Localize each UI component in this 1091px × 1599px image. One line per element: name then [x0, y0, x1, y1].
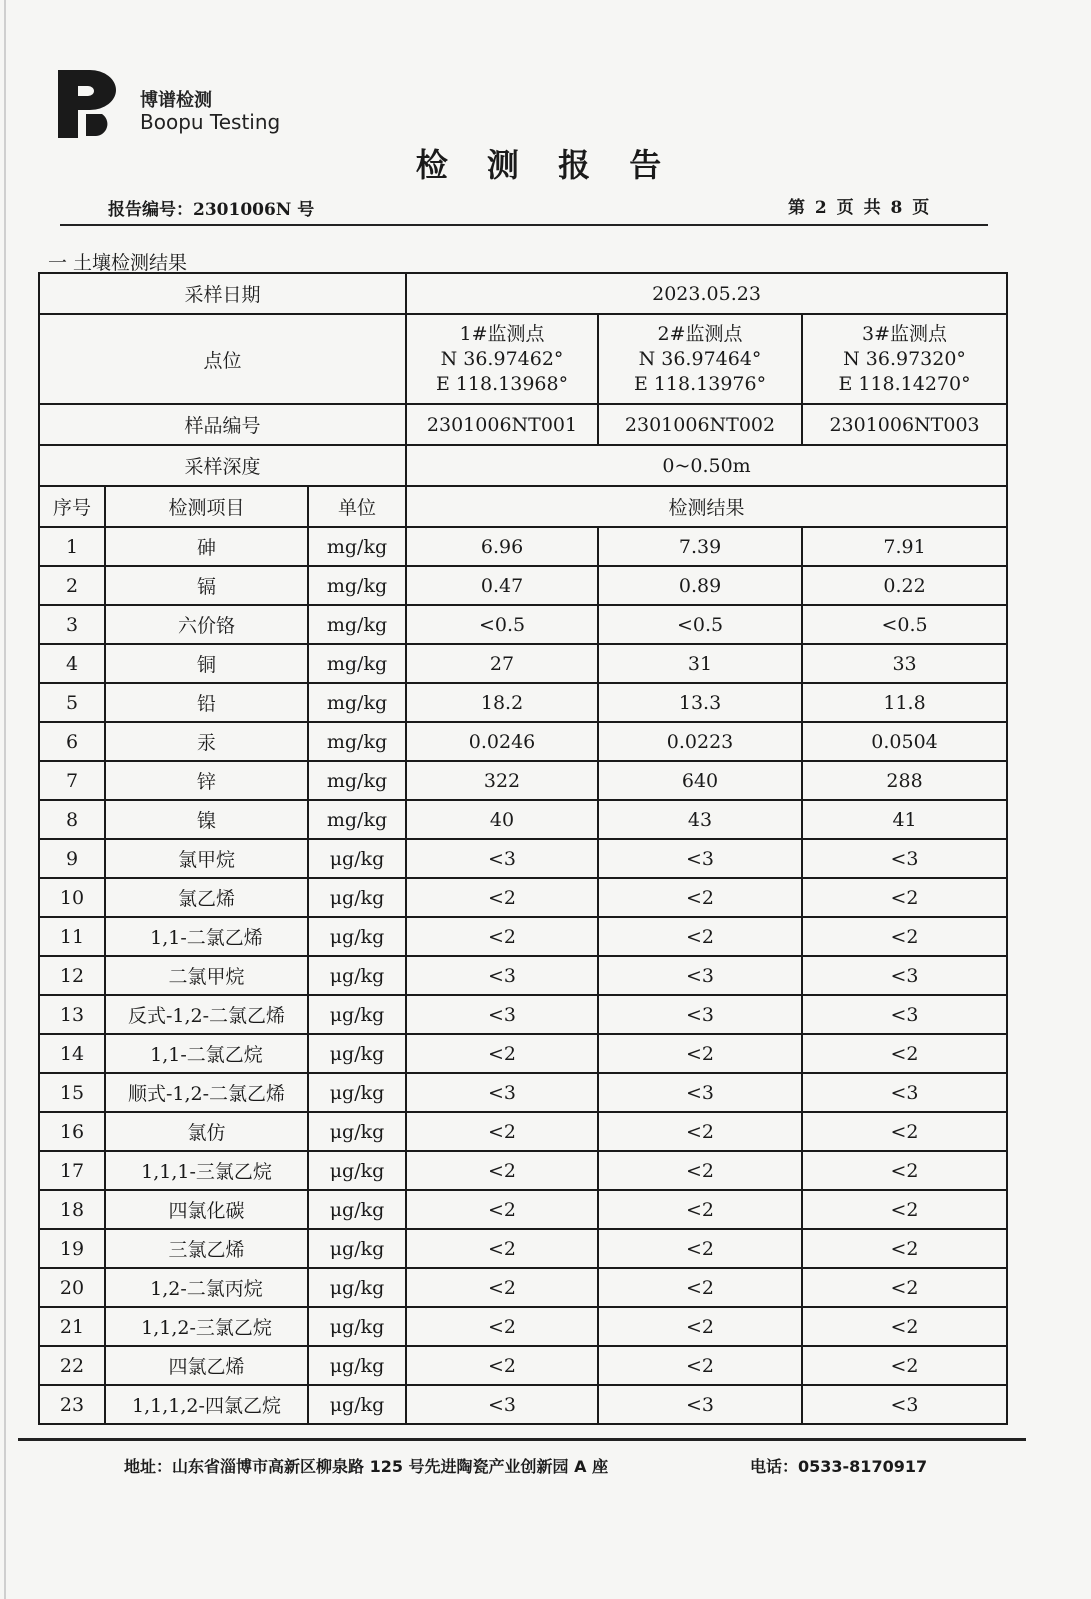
row-number: 19 — [39, 1229, 105, 1268]
point-longitude: E 118.13976° — [633, 372, 767, 395]
row-number: 18 — [39, 1190, 105, 1229]
row-number: 14 — [39, 1034, 105, 1073]
result-point-1: <2 — [406, 1112, 598, 1151]
result-point-3: <2 — [802, 1268, 1007, 1307]
test-item: 四氯化碳 — [105, 1190, 308, 1229]
test-item: 1,1,2-三氯乙烷 — [105, 1307, 308, 1346]
table-row — [39, 644, 1007, 683]
result-point-1: 27 — [406, 644, 598, 683]
unit: μg/kg — [308, 1190, 406, 1229]
test-item: 顺式-1,2-二氯乙烯 — [105, 1073, 308, 1112]
result-point-2: <2 — [598, 1034, 802, 1073]
footer-phone: 电话：0533-8170917 — [750, 1457, 928, 1476]
row-number: 3 — [39, 605, 105, 644]
table-row — [39, 1385, 1007, 1424]
result-point-1: <3 — [406, 839, 598, 878]
test-item: 反式-1,2-二氯乙烯 — [105, 995, 308, 1034]
point-latitude: N 36.97462° — [440, 347, 564, 370]
test-item: 铅 — [105, 683, 308, 722]
result-point-3: <2 — [802, 878, 1007, 917]
row-number: 4 — [39, 644, 105, 683]
row-number: 6 — [39, 722, 105, 761]
test-item: 四氯乙烯 — [105, 1346, 308, 1385]
table-row — [39, 917, 1007, 956]
test-item: 汞 — [105, 722, 308, 761]
unit: μg/kg — [308, 1268, 406, 1307]
row-number: 13 — [39, 995, 105, 1034]
result-point-1: <2 — [406, 1190, 598, 1229]
section-title: 一 土壤检测结果 — [48, 252, 188, 274]
row-number: 15 — [39, 1073, 105, 1112]
result-point-2: 7.39 — [598, 527, 802, 566]
table-row — [39, 722, 1007, 761]
unit: μg/kg — [308, 1034, 406, 1073]
test-item: 铜 — [105, 644, 308, 683]
test-item: 1,1,1-三氯乙烷 — [105, 1151, 308, 1190]
result-point-1: <3 — [406, 995, 598, 1034]
table-row — [39, 1034, 1007, 1073]
result-point-3: 0.22 — [802, 566, 1007, 605]
result-point-3: <2 — [802, 1190, 1007, 1229]
result-point-2: <2 — [598, 1268, 802, 1307]
result-point-2: <3 — [598, 956, 802, 995]
result-point-2: <2 — [598, 1307, 802, 1346]
test-item: 六价铬 — [105, 605, 308, 644]
test-item: 1,1-二氯乙烷 — [105, 1034, 308, 1073]
result-point-1: 6.96 — [406, 527, 598, 566]
unit: mg/kg — [308, 683, 406, 722]
sample-id-1: 2301006NT001 — [406, 404, 598, 445]
table-row — [39, 683, 1007, 722]
row-number: 16 — [39, 1112, 105, 1151]
test-item: 镍 — [105, 800, 308, 839]
test-item: 三氯乙烯 — [105, 1229, 308, 1268]
test-item: 氯乙烯 — [105, 878, 308, 917]
result-point-2: <2 — [598, 1190, 802, 1229]
unit: μg/kg — [308, 917, 406, 956]
sample-id-2: 2301006NT002 — [598, 404, 802, 445]
point-name: 1#监测点 — [459, 322, 545, 345]
unit: mg/kg — [308, 566, 406, 605]
unit: μg/kg — [308, 1385, 406, 1424]
test-item: 1,1,1,2-四氯乙烷 — [105, 1385, 308, 1424]
footer-address: 地址：山东省淄博市高新区柳泉路 125 号先进陶瓷产业创新园 A 座 — [124, 1457, 609, 1476]
result-point-1: <2 — [406, 1268, 598, 1307]
result-point-3: 33 — [802, 644, 1007, 683]
result-point-2: <3 — [598, 839, 802, 878]
unit: μg/kg — [308, 1151, 406, 1190]
result-point-1: 0.0246 — [406, 722, 598, 761]
report-number: 报告编号：2301006N 号 — [108, 200, 315, 220]
row-number: 7 — [39, 761, 105, 800]
point-longitude: E 118.14270° — [838, 372, 971, 395]
row-number: 9 — [39, 839, 105, 878]
result-point-1: <2 — [406, 878, 598, 917]
point-longitude: E 118.13968° — [435, 372, 569, 395]
boopu-logo-icon — [56, 68, 116, 140]
result-point-1: 18.2 — [406, 683, 598, 722]
result-point-1: <3 — [406, 1073, 598, 1112]
row-number: 10 — [39, 878, 105, 917]
table-row — [39, 1268, 1007, 1307]
unit: mg/kg — [308, 605, 406, 644]
test-item: 1,2-二氯丙烷 — [105, 1268, 308, 1307]
table-row — [39, 1346, 1007, 1385]
table-row — [39, 1190, 1007, 1229]
test-item: 1,1-二氯乙烯 — [105, 917, 308, 956]
row-number: 21 — [39, 1307, 105, 1346]
result-point-1: <2 — [406, 1307, 598, 1346]
result-point-1: <2 — [406, 1034, 598, 1073]
result-point-2: <0.5 — [598, 605, 802, 644]
row-number: 22 — [39, 1346, 105, 1385]
unit: μg/kg — [308, 1346, 406, 1385]
unit: mg/kg — [308, 800, 406, 839]
table-row — [39, 1151, 1007, 1190]
column-header-row — [39, 486, 1007, 527]
table-row — [39, 605, 1007, 644]
sampling-date-row — [39, 273, 1007, 314]
result-point-2: 0.0223 — [598, 722, 802, 761]
unit: μg/kg — [308, 1307, 406, 1346]
location-row — [39, 314, 1007, 404]
location-label: 点位 — [39, 314, 406, 404]
table-row — [39, 839, 1007, 878]
result-point-3: <2 — [802, 1112, 1007, 1151]
unit: μg/kg — [308, 956, 406, 995]
table-row — [39, 761, 1007, 800]
test-item: 锌 — [105, 761, 308, 800]
results-table — [38, 272, 1008, 1425]
result-point-1: <2 — [406, 1346, 598, 1385]
depth-row — [39, 445, 1007, 486]
result-point-1: <2 — [406, 1151, 598, 1190]
col-header-no: 序号 — [39, 486, 105, 527]
result-point-3: <2 — [802, 1346, 1007, 1385]
document-title: 检 测 报 告 — [415, 146, 676, 184]
result-point-3: <3 — [802, 1073, 1007, 1112]
result-point-2: <3 — [598, 1385, 802, 1424]
unit: mg/kg — [308, 527, 406, 566]
test-item: 氯仿 — [105, 1112, 308, 1151]
result-point-2: <3 — [598, 995, 802, 1034]
unit: mg/kg — [308, 644, 406, 683]
result-point-3: <3 — [802, 956, 1007, 995]
result-point-2: <3 — [598, 1073, 802, 1112]
depth-label: 采样深度 — [39, 445, 406, 486]
row-number: 5 — [39, 683, 105, 722]
table-row — [39, 995, 1007, 1034]
row-number: 12 — [39, 956, 105, 995]
result-point-3: <2 — [802, 1307, 1007, 1346]
result-point-1: <2 — [406, 1229, 598, 1268]
point-1-cell — [406, 314, 598, 404]
table-row — [39, 1073, 1007, 1112]
unit: μg/kg — [308, 1229, 406, 1268]
row-number: 11 — [39, 917, 105, 956]
result-point-2: <2 — [598, 917, 802, 956]
result-point-3: 41 — [802, 800, 1007, 839]
result-point-2: 13.3 — [598, 683, 802, 722]
result-point-3: <2 — [802, 917, 1007, 956]
unit: μg/kg — [308, 1112, 406, 1151]
unit: μg/kg — [308, 839, 406, 878]
sample-id-row — [39, 404, 1007, 445]
result-point-1: 322 — [406, 761, 598, 800]
result-point-2: 43 — [598, 800, 802, 839]
col-header-item: 检测项目 — [105, 486, 308, 527]
point-name: 3#监测点 — [862, 322, 948, 345]
result-point-2: <2 — [598, 1112, 802, 1151]
brand-name-cn: 博谱检测 — [140, 90, 212, 111]
table-row — [39, 1229, 1007, 1268]
result-point-1: <3 — [406, 1385, 598, 1424]
result-point-3: 11.8 — [802, 683, 1007, 722]
result-point-2: <2 — [598, 878, 802, 917]
result-point-3: 7.91 — [802, 527, 1007, 566]
unit: μg/kg — [308, 995, 406, 1034]
result-point-3: <2 — [802, 1034, 1007, 1073]
brand-name-en: Boopu Testing — [140, 110, 281, 134]
sampling-date-value: 2023.05.23 — [406, 273, 1007, 314]
result-point-3: 0.0504 — [802, 722, 1007, 761]
result-point-3: <3 — [802, 995, 1007, 1034]
result-point-2: 640 — [598, 761, 802, 800]
row-number: 1 — [39, 527, 105, 566]
footer-divider — [18, 1438, 1026, 1441]
result-point-2: 31 — [598, 644, 802, 683]
col-header-unit: 单位 — [308, 486, 406, 527]
table-row — [39, 800, 1007, 839]
test-item: 镉 — [105, 566, 308, 605]
point-3-cell — [802, 314, 1007, 404]
point-latitude: N 36.97464° — [638, 347, 762, 370]
result-point-1: 0.47 — [406, 566, 598, 605]
row-number: 17 — [39, 1151, 105, 1190]
result-point-2: 0.89 — [598, 566, 802, 605]
result-point-3: <2 — [802, 1151, 1007, 1190]
sample-id-3: 2301006NT003 — [802, 404, 1007, 445]
table-row — [39, 566, 1007, 605]
table-row — [39, 878, 1007, 917]
result-point-1: <3 — [406, 956, 598, 995]
row-number: 2 — [39, 566, 105, 605]
unit: mg/kg — [308, 722, 406, 761]
row-number: 8 — [39, 800, 105, 839]
unit: μg/kg — [308, 1073, 406, 1112]
sample-id-label: 样品编号 — [39, 404, 406, 445]
point-name: 2#监测点 — [657, 322, 743, 345]
result-point-3: <0.5 — [802, 605, 1007, 644]
row-number: 23 — [39, 1385, 105, 1424]
result-point-1: <2 — [406, 917, 598, 956]
table-row — [39, 527, 1007, 566]
result-point-2: <2 — [598, 1151, 802, 1190]
result-point-3: <3 — [802, 1385, 1007, 1424]
depth-value: 0~0.50m — [406, 445, 1007, 486]
col-header-result: 检测结果 — [406, 486, 1007, 527]
result-point-3: <2 — [802, 1229, 1007, 1268]
header-divider — [60, 224, 988, 226]
test-item: 二氯甲烷 — [105, 956, 308, 995]
unit: μg/kg — [308, 878, 406, 917]
table-row — [39, 1307, 1007, 1346]
point-latitude: N 36.97320° — [843, 347, 966, 370]
row-number: 20 — [39, 1268, 105, 1307]
table-row — [39, 956, 1007, 995]
result-point-3: <3 — [802, 839, 1007, 878]
page-indicator: 第 2 页 共 8 页 — [788, 198, 930, 218]
result-point-2: <2 — [598, 1346, 802, 1385]
sampling-date-label: 采样日期 — [39, 273, 406, 314]
table-row — [39, 1112, 1007, 1151]
page-edge — [4, 0, 6, 1599]
result-point-1: <0.5 — [406, 605, 598, 644]
test-item: 砷 — [105, 527, 308, 566]
test-item: 氯甲烷 — [105, 839, 308, 878]
result-point-2: <2 — [598, 1229, 802, 1268]
point-2-cell — [598, 314, 802, 404]
unit: mg/kg — [308, 761, 406, 800]
result-point-3: 288 — [802, 761, 1007, 800]
result-point-1: 40 — [406, 800, 598, 839]
